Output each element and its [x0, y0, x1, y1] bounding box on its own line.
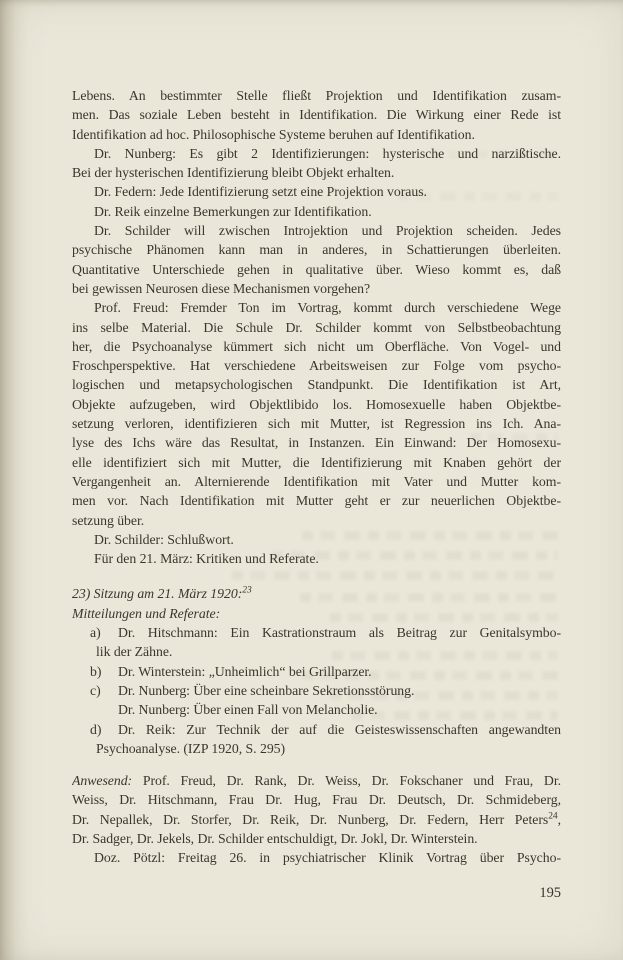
page-text-block	[72, 86, 561, 904]
line-text: Dr. Schilder: Schlußwort.	[94, 531, 234, 547]
text-line	[72, 279, 561, 298]
text-line	[72, 375, 561, 394]
list-item-line	[72, 681, 561, 700]
text-line	[72, 221, 561, 240]
line-text: Für den 21. März: Kritiken und Referate.	[94, 551, 319, 567]
text-line	[72, 182, 561, 201]
text-line	[72, 125, 561, 144]
line-text: Dr. Winterstein: „Unheimlich“ bei Grillparzer.	[118, 663, 372, 679]
text-line	[72, 163, 561, 182]
attendance-line	[72, 771, 561, 790]
line-text: Lebens. An bestimmter Stelle fließt Projektion und Identifikation zusam-	[72, 88, 561, 103]
line-text: ,	[557, 811, 561, 827]
line-text: elle identifiziert sich mit Mutter, die Identifizierung mit Knaben gehört der	[72, 454, 561, 470]
text-line	[72, 86, 561, 105]
line-text: ins selbe Material. Die Schule Dr. Schilder kommt von Selbstbeobachtung	[72, 319, 561, 335]
text-line	[72, 395, 561, 414]
page-number	[72, 884, 561, 904]
line-text: men vor. Nach Identifikation mit Mutter geht er zur neuerlichen Objektbe-	[72, 493, 561, 509]
line-text: setzung über.	[72, 512, 145, 528]
list-item-line	[72, 700, 561, 719]
list-item-continuation	[72, 642, 561, 661]
text-line	[72, 453, 561, 472]
list-marker: b)	[90, 663, 102, 679]
session-heading	[72, 584, 561, 603]
line-text: setzung verloren, identifizieren sich mit Mutter, ist Regression ins Ich. Ana-	[72, 416, 561, 432]
line-text: Dr. Federn: Jede Identifizierung setzt eine Projektion voraus.	[94, 184, 427, 200]
page-number-text: 195	[539, 884, 561, 901]
text-line	[72, 414, 561, 433]
text-line	[72, 144, 561, 163]
attendance-line	[72, 810, 561, 829]
session-heading-text: 23) Sitzung am 21. März 1920:	[72, 586, 243, 602]
list-marker: d)	[90, 721, 102, 737]
text-line	[72, 318, 561, 337]
line-text: her, die Psychoanalyse kümmert sich nicht um Oberfläche. Von Vogel- und	[72, 338, 561, 354]
line-text: Vergangenheit an. Alternierende Identifikation mit Vater und Mutter kom-	[72, 473, 561, 489]
session-subheading	[72, 604, 561, 623]
text-line	[72, 240, 561, 259]
line-text: Doz. Pötzl: Freitag 26. in psychiatrischer Klinik Vortrag über Psycho-	[94, 850, 561, 866]
line-text: men. Das soziale Leben besteht in Identifikation. Die Wirkung einer Rede ist	[72, 107, 561, 123]
footnote-ref: 24	[548, 811, 558, 822]
line-text: bei gewissen Neurosen diese Mechanismen vorgehen?	[72, 280, 371, 296]
line-text: Dr. Nunberg: Es gibt 2 Identifizierungen: hysterische und narzißtische.	[94, 145, 561, 161]
line-text: Dr. Sadger, Dr. Jekels, Dr. Schilder entschuldigt, Dr. Jokl, Dr. Winterstein.	[72, 830, 478, 846]
attendance-line	[72, 829, 561, 848]
line-text: lyse des Ichs wäre das Resultat, in Instanzen. Ein Einwand: Der Homosexu-	[72, 435, 561, 451]
line-text: Dr. Reik: Zur Technik der auf die Geisteswissenschaften angewandten	[118, 721, 561, 737]
text-line	[72, 260, 561, 279]
line-text: Dr. Nunberg: Über einen Fall von Melancholie.	[118, 702, 378, 718]
text-line	[72, 433, 561, 452]
line-text: psychische Phänomen kann man in anderes, in Schattierungen überleiten.	[72, 242, 561, 258]
line-text: Quantitative Unterschiede gehen in qualitative über. Wieso kommt es, daß	[72, 261, 561, 277]
line-text: Dr. Schilder will zwischen Introjektion und Projektion scheiden. Jedes	[94, 223, 561, 239]
text-line	[72, 337, 561, 356]
text-line	[72, 491, 561, 510]
text-line	[72, 472, 561, 491]
line-text: Dr. Nunberg: Über eine scheinbare Sekretionsstörung.	[118, 682, 415, 698]
line-text: Prof. Freud, Dr. Rank, Dr. Weiss, Dr. Fokschaner und Frau, Dr.	[132, 773, 561, 789]
line-text: Mitteilungen und Referate:	[72, 605, 221, 621]
text-line	[72, 530, 561, 549]
line-text: Dr. Nepallek, Dr. Storfer, Dr. Reik, Dr. Nunberg, Dr. Federn, Herr Peters	[72, 811, 549, 827]
line-text: Prof. Freud: Fremder Ton im Vortrag, kommt durch verschiedene Wege	[94, 300, 561, 316]
line-text: Objekte aufzugeben, wird Objektlibido los. Homosexuelle haben Objektbe-	[72, 396, 561, 412]
line-text: lik der Zähne.	[96, 644, 173, 660]
line-text: Identifikation ad hoc. Philosophische Systeme beruhen auf Identifikation.	[72, 126, 475, 142]
text-line	[72, 356, 561, 375]
line-text: Psychoanalyse. (IZP 1920, S. 295)	[96, 740, 286, 756]
line-text: Dr. Hitschmann: Ein Kastrationstraum als Beitrag zur Genitalsymbo-	[118, 625, 561, 641]
line-text: Froschperspektive. Hat verschiedene Arbeitsweisen zur Folge vom psycho-	[72, 358, 561, 374]
footnote-ref: 23	[242, 585, 252, 596]
attendance-line	[72, 790, 561, 809]
text-line	[72, 105, 561, 124]
text-line	[72, 298, 561, 317]
list-marker: c)	[90, 682, 101, 698]
line-text: Weiss, Dr. Hitschmann, Frau Dr. Hug, Frau Dr. Deutsch, Dr. Schmideberg,	[72, 792, 561, 808]
list-item-line	[72, 623, 561, 642]
list-item-continuation	[72, 739, 561, 758]
list-item-line	[72, 720, 561, 739]
line-text: Dr. Reik einzelne Bemerkungen zur Identifikation.	[94, 203, 372, 219]
line-text: Bei der hysterischen Identifizierung bleibt Objekt erhalten.	[72, 165, 395, 181]
line-text: logischen und metapsychologischen Standpunkt. Die Identifikation ist Art,	[72, 377, 561, 393]
list-item-line	[72, 662, 561, 681]
text-line	[72, 549, 561, 568]
list-marker: a)	[90, 625, 101, 641]
text-line	[72, 511, 561, 530]
text-line	[72, 202, 561, 221]
text-line	[72, 848, 561, 867]
attendance-label: Anwesend:	[72, 773, 133, 789]
